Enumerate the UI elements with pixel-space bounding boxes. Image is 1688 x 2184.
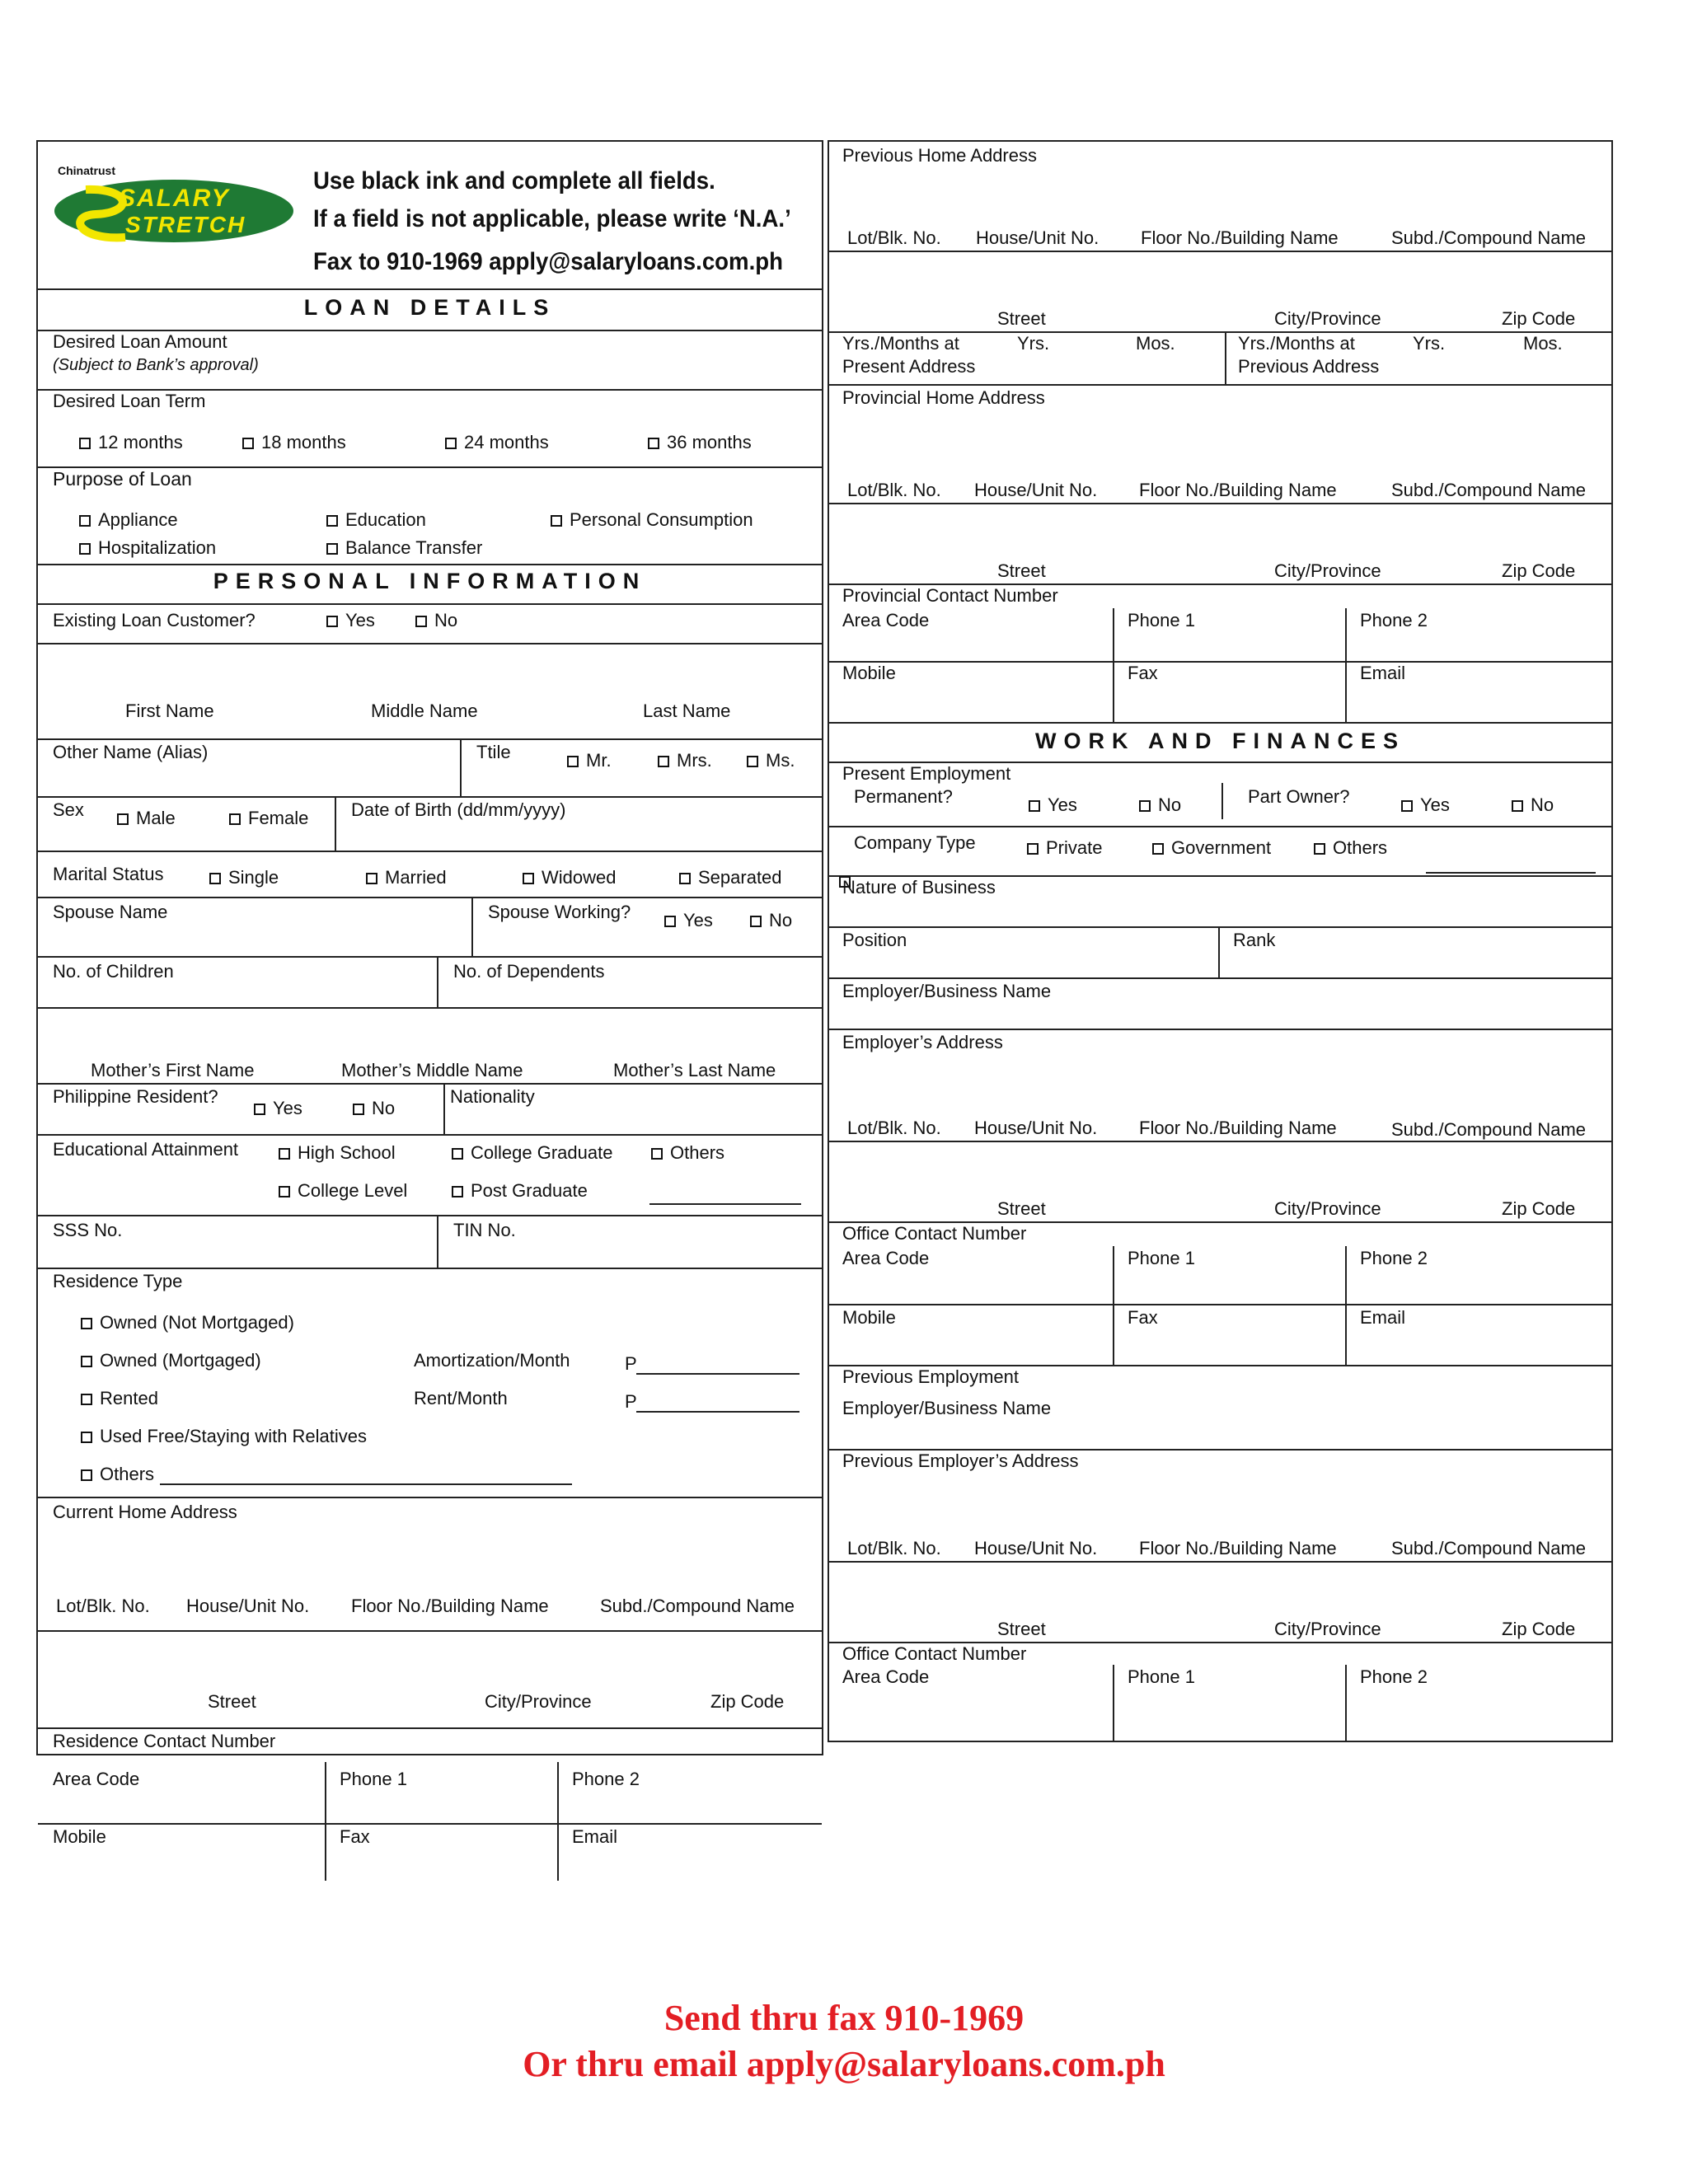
purpose-personal-checkbox[interactable]: Personal Consumption (551, 509, 753, 531)
amortization-label: Amortization/Month (414, 1350, 570, 1371)
loan-details-title: LOAN DETAILS (303, 295, 556, 320)
edu-others-checkbox[interactable]: Others (651, 1142, 724, 1164)
prov-house-label: House/Unit No. (974, 480, 1098, 500)
part-owner-yes-checkbox[interactable]: Yes (1401, 794, 1450, 816)
permanent-label: Permanent? (854, 786, 953, 807)
cur-house-label: House/Unit No. (186, 1596, 310, 1616)
spouse-working-label: Spouse Working? (488, 902, 631, 922)
edu-high-school-checkbox[interactable]: High School (279, 1142, 396, 1164)
prov-fax-label: Fax (1128, 663, 1158, 683)
nature-of-business-label: Nature of Business (842, 877, 996, 898)
spouse-working-no-checkbox[interactable]: No (750, 910, 792, 931)
present-employment-label: Present Employment (842, 763, 1011, 784)
prev-house-label: House/Unit No. (976, 227, 1100, 248)
pemp-lot-label: Lot/Blk. No. (847, 1538, 941, 1558)
res-rented-checkbox[interactable]: Rented (81, 1388, 158, 1409)
other-name-label: Other Name (Alias) (53, 742, 209, 762)
term-12-checkbox[interactable]: 12 months (79, 432, 183, 453)
office-email-label: Email (1360, 1307, 1406, 1328)
office-mobile-label: Mobile (842, 1307, 896, 1328)
cur-street-label: Street (208, 1691, 256, 1712)
current-home-address-label: Current Home Address (53, 1502, 237, 1522)
edu-others-line[interactable] (649, 1203, 801, 1205)
logo-word-stretch: STRETCH (125, 212, 246, 237)
middle-name-label: Middle Name (371, 701, 478, 721)
yrs-prev-label-1: Yrs./Months at (1238, 333, 1355, 354)
office-phone2-label: Phone 2 (1360, 1248, 1428, 1268)
prev-floor-label: Floor No./Building Name (1141, 227, 1339, 248)
prov-floor-label: Floor No./Building Name (1139, 480, 1337, 500)
sex-label: Sex (53, 799, 84, 820)
edu-post-grad-checkbox[interactable]: Post Graduate (452, 1180, 588, 1202)
prov-zip-label: Zip Code (1502, 560, 1576, 581)
company-others-checkbox[interactable]: Others (1314, 837, 1387, 859)
footer-fax-line: Send thru fax 910-1969 (663, 1998, 1025, 2038)
prev-city-label: City/Province (1274, 308, 1381, 329)
pemp-zip-label: Zip Code (1502, 1619, 1576, 1639)
res-others-checkbox[interactable]: Others (81, 1464, 154, 1485)
provincial-home-label: Provincial Home Address (842, 387, 1045, 408)
office-fax-label: Fax (1128, 1307, 1158, 1328)
last-name-label: Last Name (643, 701, 731, 721)
dependents-label: No. of Dependents (453, 961, 605, 982)
prov-street-label: Street (997, 560, 1046, 581)
prov-city-label: City/Province (1274, 560, 1381, 581)
title-ms-checkbox[interactable]: Ms. (747, 750, 795, 771)
prev-employer-address-label: Previous Employer’s Address (842, 1451, 1079, 1471)
office-area-code-label: Area Code (842, 1248, 930, 1268)
res-phone1-label: Phone 1 (340, 1769, 407, 1789)
amortization-line[interactable] (636, 1373, 799, 1375)
prov-lot-label: Lot/Blk. No. (847, 480, 941, 500)
provincial-contact-label: Provincial Contact Number (842, 585, 1058, 606)
edu-college-grad-checkbox[interactable]: College Graduate (452, 1142, 612, 1164)
term-24-checkbox[interactable]: 24 months (445, 432, 549, 453)
children-label: No. of Children (53, 961, 174, 982)
spouse-working-yes-checkbox[interactable]: Yes (664, 910, 713, 931)
company-government-checkbox[interactable]: Government (1152, 837, 1271, 859)
marital-status-label: Marital Status (53, 864, 164, 884)
term-36-checkbox[interactable]: 36 months (648, 432, 752, 453)
emp-floor-label: Floor No./Building Name (1139, 1118, 1337, 1138)
desired-loan-amount-label: Desired Loan Amount (53, 331, 227, 352)
prev-office-area-code-label: Area Code (842, 1666, 930, 1687)
edu-college-level-checkbox[interactable]: College Level (279, 1180, 407, 1202)
company-private-checkbox[interactable]: Private (1027, 837, 1102, 859)
prev-employer-name-label: Employer/Business Name (842, 1398, 1052, 1418)
left-form-panel (36, 140, 823, 1847)
instruction-na: If a field is not applicable, please write ‘N.A.’ (313, 205, 791, 232)
ph-resident-label: Philippine Resident? (53, 1086, 218, 1107)
personal-info-title: PERSONAL INFORMATION (213, 569, 647, 593)
pemp-floor-label: Floor No./Building Name (1139, 1538, 1337, 1558)
marital-separated-checkbox[interactable]: Separated (679, 867, 782, 888)
rent-label: Rent/Month (414, 1388, 508, 1408)
employer-name-label: Employer/Business Name (842, 981, 1052, 1001)
edu-attainment-label: Educational Attainment (53, 1139, 239, 1160)
purpose-education-checkbox[interactable]: Education (326, 509, 426, 531)
purpose-hospitalization-checkbox[interactable]: Hospitalization (79, 537, 216, 559)
mother-last-name-label: Mother’s Last Name (613, 1060, 776, 1080)
pemp-house-label: House/Unit No. (974, 1538, 1098, 1558)
res-contact-label: Residence Contact Number (53, 1731, 276, 1751)
part-owner-label: Part Owner? (1248, 786, 1350, 807)
office-phone1-label: Phone 1 (1128, 1248, 1195, 1268)
rank-label: Rank (1233, 930, 1276, 950)
cur-lot-label: Lot/Blk. No. (56, 1596, 150, 1616)
desired-loan-term-label: Desired Loan Term (53, 391, 206, 411)
emp-lot-label: Lot/Blk. No. (847, 1118, 941, 1138)
res-mobile-label: Mobile (53, 1826, 106, 1847)
permanent-yes-checkbox[interactable]: Yes (1029, 794, 1077, 816)
emp-street-label: Street (997, 1198, 1046, 1219)
logo-word-salary: SALARY (119, 185, 230, 212)
instruction-fax: Fax to 910-1969 apply@salaryloans.com.ph (313, 248, 783, 275)
salary-stretch-logo (53, 173, 295, 246)
purpose-of-loan-label: Purpose of Loan (53, 468, 192, 490)
part-owner-no-checkbox[interactable]: No (1512, 794, 1554, 816)
res-fax-label: Fax (340, 1826, 370, 1847)
tin-label: TIN No. (453, 1220, 516, 1240)
previous-mos-label: Mos. (1523, 333, 1563, 354)
prev-zip-label: Zip Code (1502, 308, 1576, 329)
existing-no-checkbox[interactable]: No (415, 610, 457, 631)
prev-office-phone1-label: Phone 1 (1128, 1666, 1195, 1687)
prov-phone2-label: Phone 2 (1360, 610, 1428, 630)
rent-line[interactable] (636, 1411, 799, 1413)
first-name-label: First Name (125, 701, 214, 721)
sex-female-checkbox[interactable]: Female (229, 808, 308, 829)
emp-city-label: City/Province (1274, 1198, 1381, 1219)
prov-mobile-label: Mobile (842, 663, 896, 683)
prov-area-code-label: Area Code (842, 610, 930, 630)
purpose-balance-transfer-checkbox[interactable]: Balance Transfer (326, 537, 482, 559)
marital-widowed-checkbox[interactable]: Widowed (523, 867, 616, 888)
instruction-ink: Use black ink and complete all fields. (313, 167, 715, 194)
prov-subd-label: Subd./Compound Name (1391, 480, 1587, 500)
yrs-present-label-1: Yrs./Months at (842, 333, 959, 354)
rent-peso-sign: P (625, 1391, 637, 1412)
permanent-no-checkbox[interactable]: No (1139, 794, 1181, 816)
res-phone2-label: Phone 2 (572, 1769, 640, 1789)
company-type-label: Company Type (854, 832, 976, 853)
prev-office-contact-label: Office Contact Number (842, 1643, 1027, 1664)
cur-floor-label: Floor No./Building Name (351, 1596, 549, 1616)
amortization-peso-sign: P (625, 1353, 637, 1374)
work-finances-title: WORK AND FINANCES (1035, 729, 1405, 753)
cur-subd-label: Subd./Compound Name (600, 1596, 795, 1616)
res-used-free-checkbox[interactable]: Used Free/Staying with Relatives (81, 1426, 367, 1447)
yrs-present-label-2: Present Address (842, 356, 976, 377)
brand-small-text: Chinatrust (58, 164, 115, 177)
prev-home-address-label: Previous Home Address (842, 145, 1037, 166)
prov-phone1-label: Phone 1 (1128, 610, 1195, 630)
sex-male-checkbox[interactable]: Male (117, 808, 176, 829)
spouse-name-label: Spouse Name (53, 902, 168, 922)
office-contact-label: Office Contact Number (842, 1223, 1027, 1244)
res-owned-not-mortgaged-checkbox[interactable]: Owned (Not Mortgaged) (81, 1312, 294, 1333)
nationality-label: Nationality (450, 1086, 535, 1107)
emp-house-label: House/Unit No. (974, 1118, 1098, 1138)
purpose-appliance-checkbox[interactable]: Appliance (79, 509, 178, 531)
prev-lot-label: Lot/Blk. No. (847, 227, 941, 248)
cur-city-label: City/Province (485, 1691, 592, 1712)
position-label: Position (842, 930, 907, 950)
previous-employment-label: Previous Employment (842, 1366, 1019, 1387)
emp-subd-label: Subd./Compound Name (1391, 1119, 1587, 1140)
prev-office-phone2-label: Phone 2 (1360, 1666, 1428, 1687)
prev-subd-label: Subd./Compound Name (1391, 227, 1587, 248)
pemp-city-label: City/Province (1274, 1619, 1381, 1639)
employer-address-label: Employer’s Address (842, 1032, 1003, 1052)
title-mrs-checkbox[interactable]: Mrs. (658, 750, 712, 771)
company-others-line[interactable] (1426, 872, 1596, 874)
footer-email-line: Or thru email apply@salaryloans.com.ph (523, 2044, 1165, 2084)
residence-type-label: Residence Type (53, 1271, 183, 1291)
existing-yes-checkbox[interactable]: Yes (326, 610, 375, 631)
cur-zip-label: Zip Code (710, 1691, 785, 1712)
res-others-line[interactable] (160, 1483, 572, 1485)
mother-first-name-label: Mother’s First Name (91, 1060, 255, 1080)
previous-yrs-label: Yrs. (1413, 333, 1446, 354)
res-area-code-label: Area Code (53, 1769, 140, 1789)
present-mos-label: Mos. (1136, 333, 1175, 354)
right-form-panel (828, 140, 1613, 1742)
pemp-street-label: Street (997, 1619, 1046, 1639)
emp-zip-label: Zip Code (1502, 1198, 1576, 1219)
present-yrs-label: Yrs. (1017, 333, 1050, 354)
prov-email-label: Email (1360, 663, 1406, 683)
marital-single-checkbox[interactable]: Single (209, 867, 279, 888)
loan-amount-note: (Subject to Bank’s approval) (53, 356, 259, 374)
res-email-label: Email (572, 1826, 618, 1847)
pemp-subd-label: Subd./Compound Name (1391, 1538, 1587, 1558)
ph-resident-yes-checkbox[interactable]: Yes (254, 1098, 302, 1119)
sss-label: SSS No. (53, 1220, 123, 1240)
title-label: Ttile (476, 742, 511, 762)
term-18-checkbox[interactable]: 18 months (242, 432, 346, 453)
mother-middle-name-label: Mother’s Middle Name (341, 1060, 523, 1080)
prev-street-label: Street (997, 308, 1046, 329)
marital-married-checkbox[interactable]: Married (366, 867, 447, 888)
ph-resident-no-checkbox[interactable]: No (353, 1098, 395, 1119)
existing-customer-label: Existing Loan Customer? (53, 610, 256, 630)
dob-label: Date of Birth (dd/mm/yyyy) (351, 799, 566, 820)
res-owned-mortgaged-checkbox[interactable]: Owned (Mortgaged) (81, 1350, 261, 1371)
title-mr-checkbox[interactable]: Mr. (567, 750, 612, 771)
yrs-prev-label-2: Previous Address (1238, 356, 1380, 377)
